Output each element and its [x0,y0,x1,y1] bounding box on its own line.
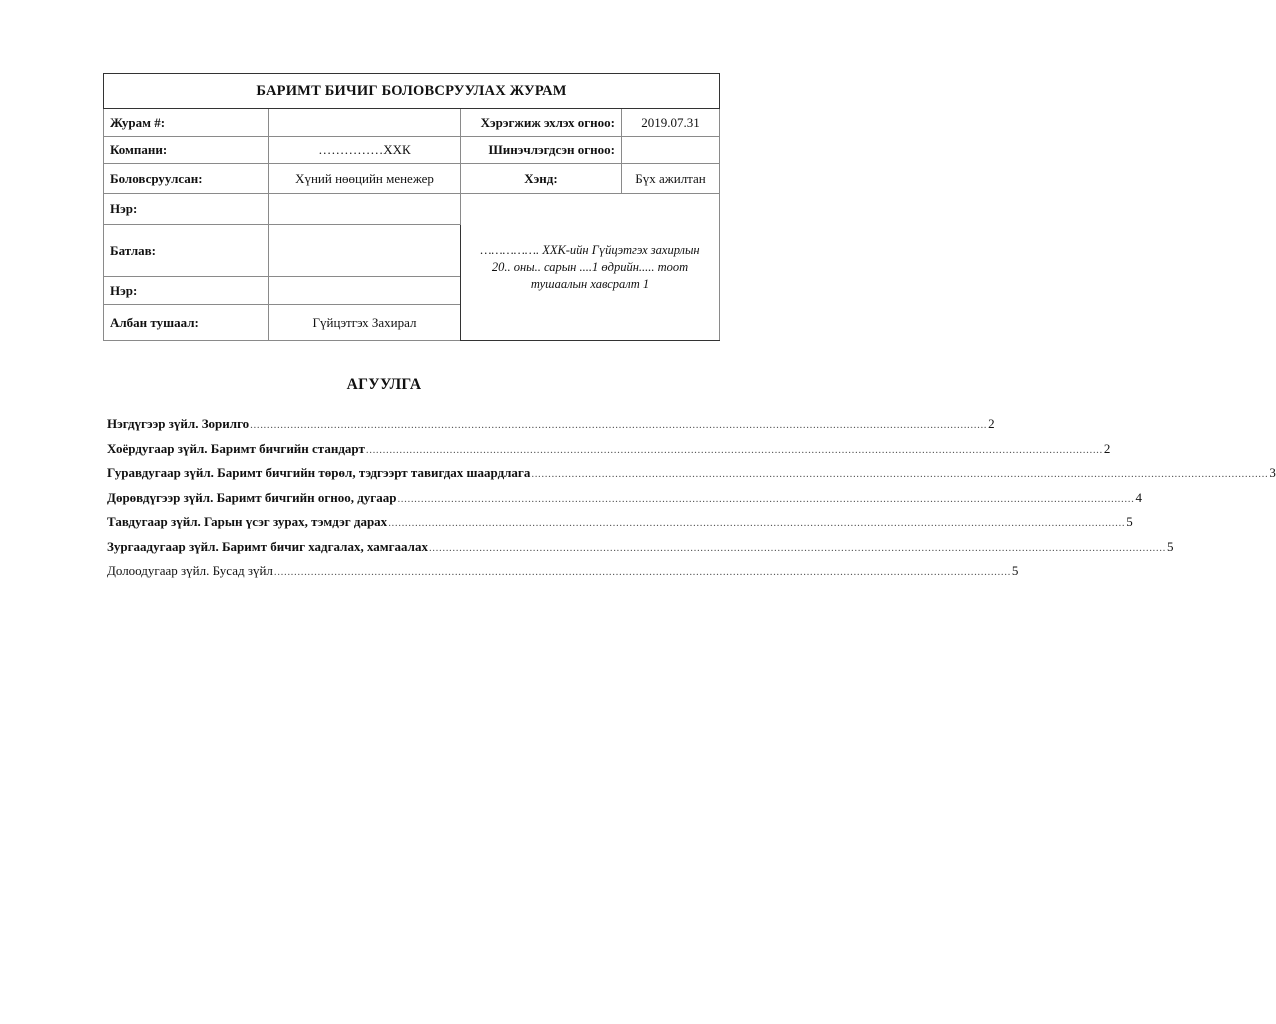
effective-date-label: Хэрэгжиж эхлэх огноо: [461,109,622,137]
toc-item-page: 2 [1103,440,1111,456]
revised-date-value [622,137,720,164]
contents-title: АГУУЛГА [346,376,422,393]
appendix-note [461,194,720,341]
toc-dot-leader: ............................................................................................................................................................................................................................ [428,541,1166,554]
document-title: БАРИМТ БИЧИГ БОЛОВСРУУЛАХ ЖУРАМ [104,74,720,109]
toc-item-page: 5 [1166,538,1174,554]
header-table [103,73,720,341]
appendix-note-text: ……………. ХХК-ийн Гүйцэтгэх захирлын 20.. оны.. сарын ....1 өдрийн..... тоот тушаалын хавсралт 1 [480,242,700,291]
toc-item-text[interactable]: Тавдугаар зүйл. Гарын үсэг зурах, тэмдэг дарах [107,514,388,529]
name-label-2: Нэр: [104,277,269,305]
name-value-2 [269,277,461,305]
toc-item-page: 3 [1269,465,1276,480]
procedure-number-value [269,109,461,137]
name-value-1 [269,194,461,225]
toc-item-text[interactable]: Нэгдүгээр зүйл. Зорилго [107,416,250,431]
toc-item-text[interactable]: Хоёрдугаар зүйл. Баримт бичгийн стандарт [107,440,365,456]
table-of-contents [107,416,1276,588]
prepared-by-label: Боловсруулсан: [104,164,269,194]
toc-dot-leader: ............................................................................................................................................................................................................................ [365,443,1103,456]
toc-item-text[interactable]: Зургаадугаар зүйл. Баримт бичиг хадгалах, хамгаалах [107,538,428,554]
position-label: Албан тушаал: [104,305,269,341]
toc-item-page: 5 [1011,563,1019,578]
toc-dot-leader: ............................................................................................................................................................................................................................ [250,419,988,431]
toc-item[interactable] [107,489,1142,515]
toc-item-text[interactable]: Гуравдугаар зүйл. Баримт бичгийн төрөл, тэдгээрт тавигдах шаардлага [107,465,531,480]
approved-value [269,225,461,277]
company-label: Компани: [104,137,269,164]
toc-dot-leader: ............................................................................................................................................................................................................................ [388,517,1126,529]
position-value: Гүйцэтгэх Захирал [269,305,461,341]
toc-dot-leader: ............................................................................................................................................................................................................................ [397,492,1135,505]
toc-item[interactable] [107,416,995,441]
prepared-by-value: Хүний нөөцийн менежер [269,164,461,194]
company-value: ……………ХХК [269,137,461,164]
revised-date-label: Шинэчлэгдсэн огноо: [461,137,622,164]
toc-dot-leader: ............................................................................................................................................................................................................................ [273,566,1011,578]
name-label-1: Нэр: [104,194,269,225]
toc-item[interactable] [107,538,1174,564]
toc-item[interactable] [107,440,1111,466]
toc-item-page: 2 [988,416,995,431]
toc-item-page: 5 [1126,514,1133,529]
procedure-number-label: Журам #: [104,109,269,137]
toc-dot-leader: ............................................................................................................................................................................................................................ [531,468,1269,480]
toc-item-text[interactable]: Долоодугаар зүйл. Бусад зүйл [107,563,273,578]
effective-date-value: 2019.07.31 [622,109,720,137]
toc-item[interactable] [107,563,1019,588]
toc-item-text[interactable]: Дөрөвдүгээр зүйл. Баримт бичгийн огноо, дугаар [107,489,397,505]
toc-item[interactable] [107,514,1133,539]
approved-label: Батлав: [104,225,269,277]
toc-item-page: 4 [1135,489,1142,505]
to-whom-label: Хэнд: [461,164,622,194]
to-whom-value: Бүх ажилтан [622,164,720,194]
toc-item[interactable] [107,465,1276,490]
